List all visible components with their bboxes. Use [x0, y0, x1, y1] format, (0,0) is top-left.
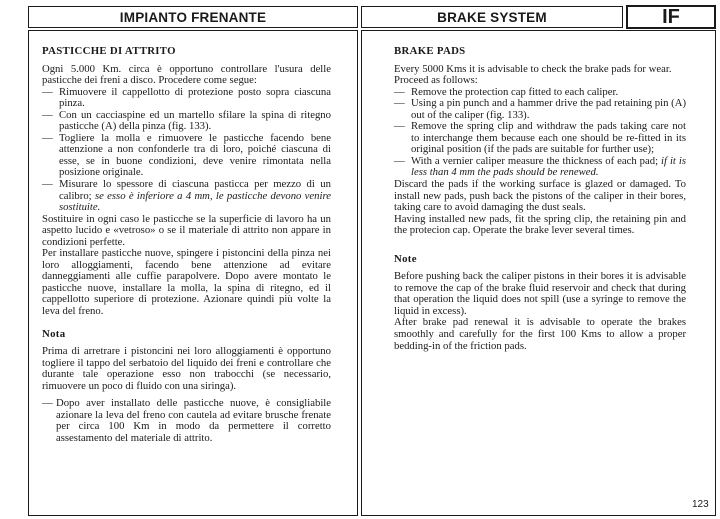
list-item: — Dopo aver installato delle pasticche nuove, è consigliabile azionare la leva del freno con cautela ad evitare brusche frenate per circa 100 Km in modo da permettere il corretto assestamento del materiale di attrito.	[42, 397, 331, 444]
italian-note-list	[42, 398, 331, 444]
list-item: — Remove the protection cap fitted to each caliper.	[394, 85, 619, 98]
english-column	[394, 46, 686, 352]
italian-column	[42, 46, 331, 445]
english-steps-list	[394, 87, 686, 179]
italian-paragraph: Per installare pasticche nuove, spingere i pistoncini della pinza nei loro alloggiamenti, facendo bene attenzione ad evitare danneggiamenti alle cuffie parapolvere. Dopo avere montato le pasticche nuove, installare la molla, la spina di ritegno, ed il cappellotto superiore di protezione. Azionare quindi più volte la leva del freno.	[42, 247, 331, 318]
list-item: — With a vernier caliper measure the thickness of each pad; if it is less than 4 mm the pads should be renewed.	[394, 154, 686, 179]
english-paragraph: Having installed new pads, fit the spring clip, the retaining pin and the protecion cap. Operate the brake lever several times.	[394, 212, 686, 237]
italian-paragraph: Sostituire in ogni caso le pasticche se la superficie di lavoro ha un aspetto lucido e «vetroso» o se il materiale di attrito non appare in condizioni perfette.	[42, 212, 331, 248]
list-item: — Using a pin punch and a hammer drive the pad retaining pin (A) out of the caliper (fig. 133).	[394, 97, 686, 121]
english-intro: Every 5000 Kms it is advisable to check the brake pads for wear.	[394, 62, 672, 75]
english-paragraph: Discard the pads if the working surface is glazed or damaged. To install new pads, push back the pistons of the caliper in their bores, taking care to avoid damaging the dust seals.	[394, 178, 686, 214]
english-note-text: After brake pad renewal it is advisable to operate the brakes smoothly and carefully for the first 100 Kms to allow a proper bedding-in of the friction pads.	[394, 316, 686, 352]
italian-steps-list	[42, 87, 331, 214]
english-note-heading: Note	[394, 252, 417, 265]
page-number: 123	[692, 499, 709, 510]
italian-heading: PASTICCHE DI ATTRITO	[42, 45, 176, 57]
italian-note-text: Prima di arretrare i pistoncini nei loro alloggiamenti è opportuno togliere il tappo del serbatoio del liquido dei freni e controllare che durante tale operazione esso non trabocchi (se necessario, rimuovere un poco di fluido con una siringa).	[42, 345, 331, 392]
english-note-text: Before pushing back the caliper pistons in their bores it is advisable to remove the cap of the brake fluid reservoir and check that during that operation the liquid does not spill (use a syringe to remove the liquid in excess).	[394, 270, 686, 317]
english-section-title: BRAKE SYSTEM	[437, 9, 547, 25]
italian-intro: Ogni 5.000 Km. circa è opportuno controllare l'usura delle pasticche dei freni a disco. Procedere come segue:	[42, 62, 331, 87]
list-item: — Remove the spring clip and withdraw the pads taking care not to interchange them because each one should be re-fitted in its original position (if the pads are suitable for further use);	[394, 120, 686, 156]
language-code-box	[626, 5, 716, 29]
italian-section-header	[28, 6, 358, 28]
list-item: — Rimuovere il cappellotto di protezione posto sopra ciascuna pinza.	[42, 85, 331, 110]
english-proceed: Proceed as follows:	[394, 74, 478, 87]
language-code: IF	[662, 5, 680, 28]
list-item: — Misurare lo spessore di ciascuna pasticca per mezzo di un calibro; se esso è inferiore a 4 mm, le pasticche devono venire sostituite.	[42, 178, 331, 214]
english-heading: BRAKE PADS	[394, 45, 466, 57]
list-item: — Togliere la molla e rimuovere le pasticche facendo bene attenzione a non confonderle tra di loro, poiché ciascuna di esse, se in buone condizioni, deve venire rimontata nella posizione originale.	[42, 131, 331, 179]
english-section-header	[361, 6, 623, 28]
italian-note-heading: Nota	[42, 327, 66, 340]
list-item: — Con un cacciaspine ed un martello sfilare la spina di ritegno pasticche (A) della pinza (fig. 133).	[42, 108, 331, 133]
italian-section-title: IMPIANTO FRENANTE	[119, 9, 267, 25]
